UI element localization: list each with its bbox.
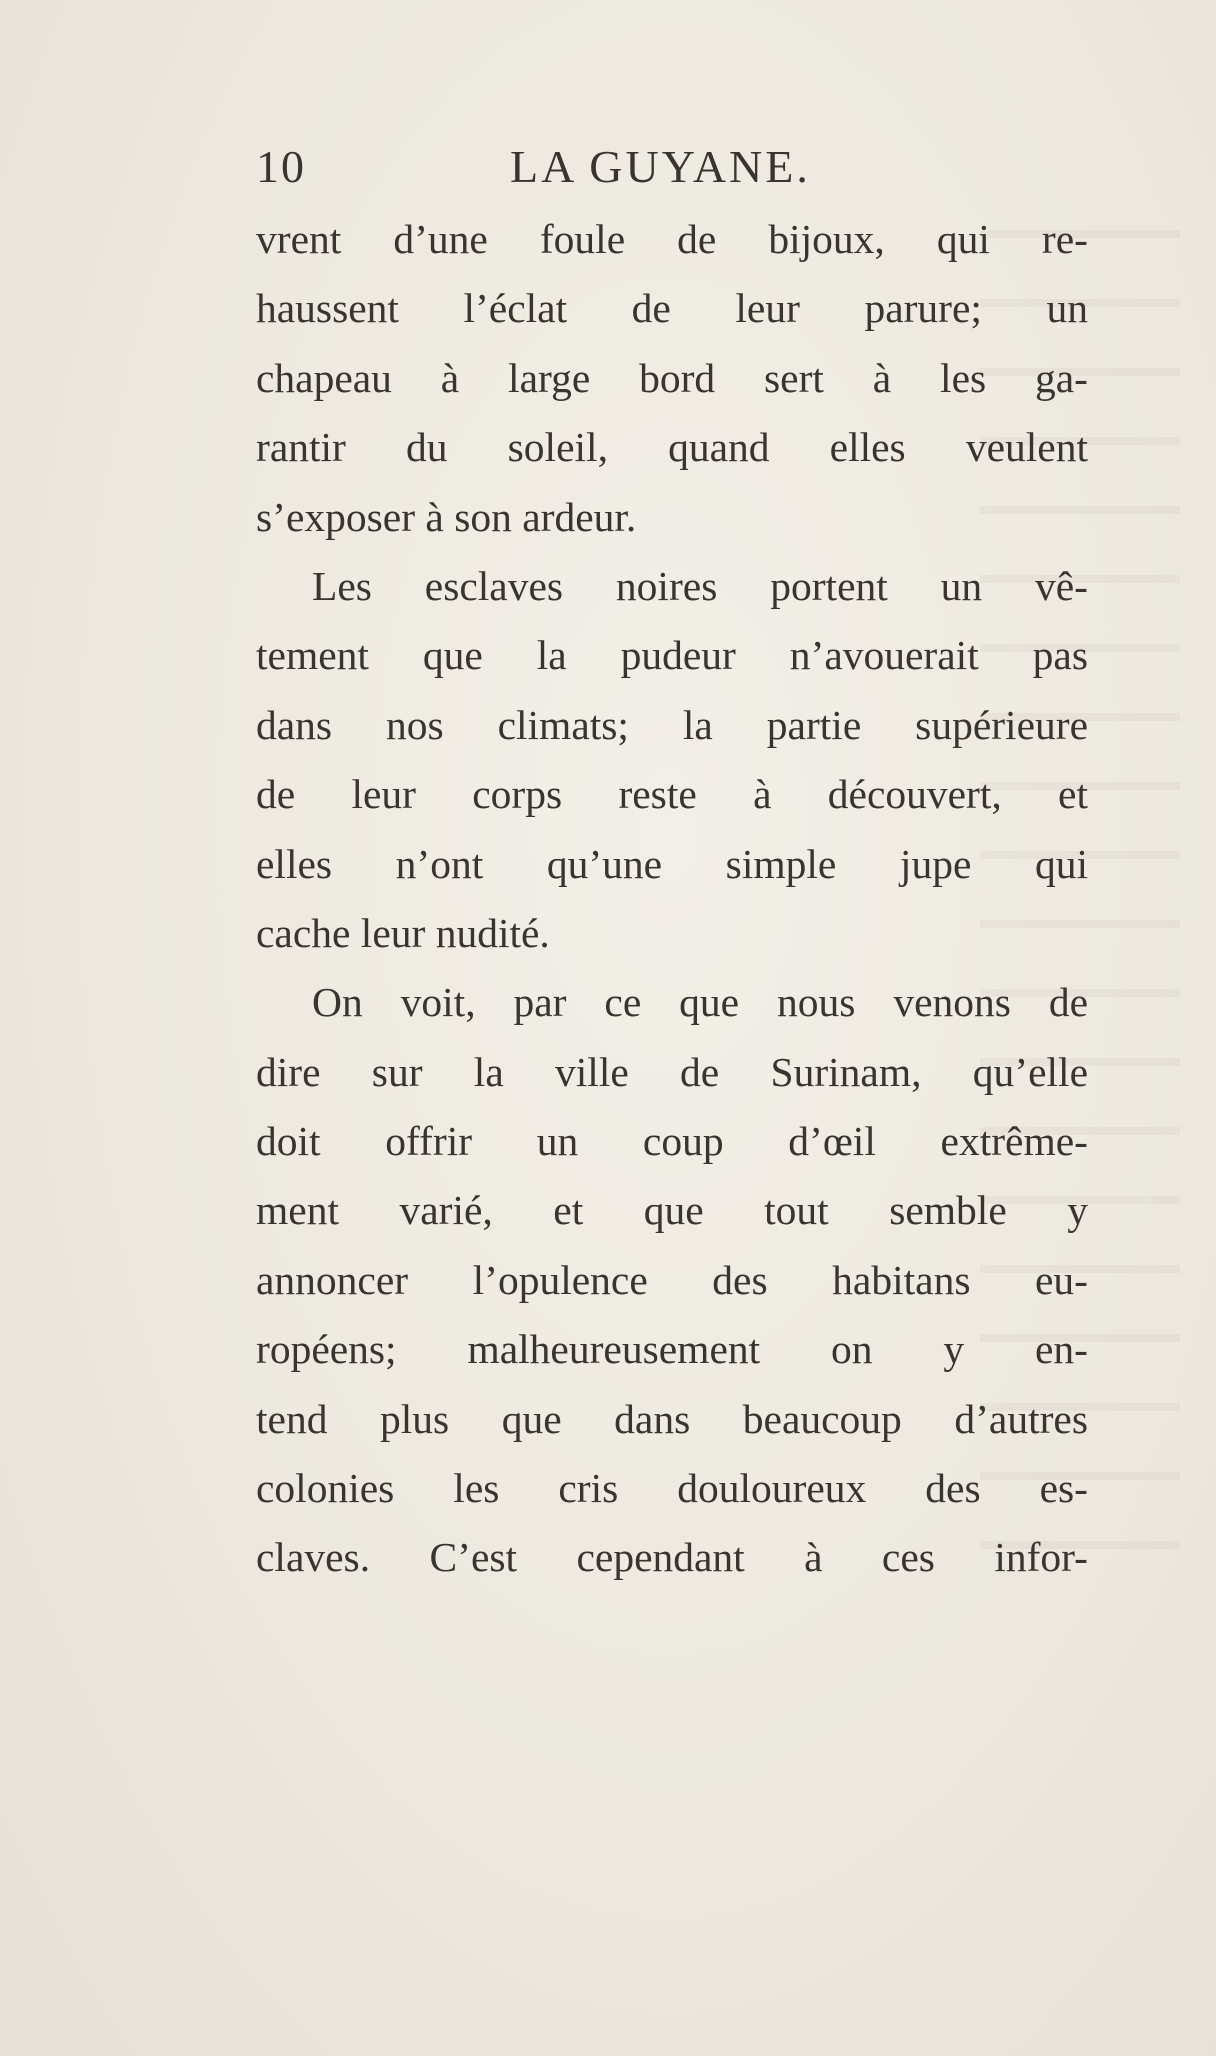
running-title: LA GUYANE. xyxy=(510,141,811,192)
text-line: tend plus que dans beaucoup d’autres xyxy=(256,1395,1088,1442)
text-line: s’exposer à son ardeur. xyxy=(256,493,637,540)
paragraph-2 xyxy=(256,552,1088,968)
text-line: annoncer l’opulence des habitans eu- xyxy=(256,1256,1088,1303)
text-line: ropéens; malheureusement on y en- xyxy=(256,1326,1088,1373)
text-line: haussent l’éclat de leur parure; un xyxy=(256,285,1088,332)
text-line: Les esclaves noires portent un vê- xyxy=(312,562,1088,609)
text-line: colonies les cris douloureux des es- xyxy=(256,1465,1088,1512)
text-line: ment varié, et que tout semble y xyxy=(256,1187,1088,1234)
text-line: rantir du soleil, quand elles veulent xyxy=(256,424,1088,471)
body-text xyxy=(256,205,1088,1593)
paragraph-3 xyxy=(256,968,1088,1593)
text-line: chapeau à large bord sert à les ga- xyxy=(256,354,1088,401)
text-line: cache leur nudité. xyxy=(256,909,550,956)
text-line: de leur corps reste à découvert, et xyxy=(256,771,1088,818)
text-line: tement que la pudeur n’avouerait pas xyxy=(256,632,1088,679)
text-line: On voit, par ce que nous venons de xyxy=(312,979,1088,1026)
text-line: elles n’ont qu’une simple jupe qui xyxy=(256,840,1088,887)
page-header xyxy=(256,140,1086,200)
text-line: vrent d’une foule de bijoux, qui re- xyxy=(256,216,1088,262)
text-line: doit offrir un coup d’œil extrême- xyxy=(256,1118,1088,1165)
page-number: 10 xyxy=(256,141,306,192)
text-line: dans nos climats; la partie supérieure xyxy=(256,701,1088,748)
paragraph-1 xyxy=(256,205,1088,552)
text-line: dire sur la ville de Surinam, qu’elle xyxy=(256,1048,1088,1095)
text-line: claves. C’est cependant à ces infor- xyxy=(256,1534,1088,1581)
